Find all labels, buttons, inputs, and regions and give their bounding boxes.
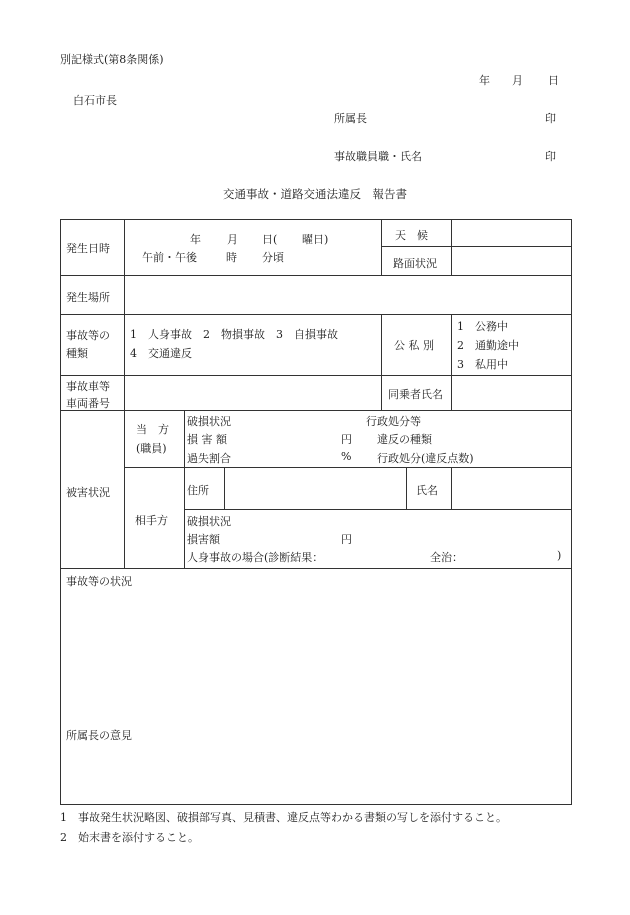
dept-head-label: 所属長 bbox=[334, 112, 367, 125]
weather-label: 天 候 bbox=[395, 229, 428, 242]
situation-label: 事故等の状況 bbox=[66, 575, 132, 588]
col-divider bbox=[381, 314, 382, 375]
col-divider bbox=[381, 220, 382, 275]
passenger-field[interactable] bbox=[457, 380, 567, 406]
own-party-label: 当 方 bbox=[136, 423, 169, 436]
col-divider bbox=[124, 275, 125, 314]
passenger-label: 同乗者氏名 bbox=[388, 388, 443, 401]
employee-label: 事故職員職・氏名 bbox=[334, 150, 422, 163]
col-divider bbox=[184, 410, 185, 568]
road-surface-label: 路面状況 bbox=[393, 257, 437, 270]
seal-mark: 印 bbox=[545, 112, 556, 125]
place-field[interactable] bbox=[129, 280, 567, 310]
violation-type-label: 違反の種類 bbox=[377, 433, 432, 446]
col-divider bbox=[451, 467, 452, 509]
col-divider bbox=[124, 375, 125, 410]
own-party-sub-label: (職員) bbox=[136, 442, 167, 455]
minute-unit: 分頃 bbox=[262, 251, 284, 264]
row-divider bbox=[61, 568, 572, 569]
occurrence-label: 発生日時 bbox=[66, 242, 110, 255]
injury-diagnosis-label: 人身事故の場合(診断結果： bbox=[187, 551, 324, 564]
date-day-unit: 日( bbox=[262, 233, 278, 246]
form-reference: 別記様式(第8条関係) bbox=[60, 53, 164, 66]
address-divider bbox=[184, 509, 572, 510]
day-of-week-unit: 曜日) bbox=[302, 233, 329, 246]
col-divider bbox=[451, 220, 452, 275]
col-divider bbox=[406, 467, 407, 509]
weather-field[interactable] bbox=[457, 224, 567, 242]
row-divider bbox=[61, 375, 572, 376]
dept-head-opinion-field[interactable] bbox=[66, 746, 566, 801]
date-year-label: 年 bbox=[479, 74, 490, 87]
purpose-option-private: 3 私用中 bbox=[457, 358, 508, 371]
other-name-field[interactable] bbox=[457, 472, 567, 504]
col-divider bbox=[124, 220, 125, 275]
other-damage-amount-label: 損害額 bbox=[187, 533, 220, 546]
recovery-period-label: 全治： bbox=[430, 551, 463, 564]
own-damage-state-label: 破損状況 bbox=[187, 415, 231, 428]
closing-paren: ) bbox=[557, 549, 562, 562]
vehicle-number-field[interactable] bbox=[129, 380, 377, 406]
col-divider bbox=[451, 375, 452, 410]
admin-points-label: 行政処分(違反点数) bbox=[377, 452, 474, 465]
note-item: 2 始末書を添付すること。 bbox=[60, 831, 199, 844]
admin-action-label: 行政処分等 bbox=[366, 415, 421, 428]
purpose-option-official: 1 公務中 bbox=[457, 320, 508, 333]
public-private-label: 公 私 別 bbox=[394, 339, 434, 352]
percent-unit: % bbox=[341, 450, 352, 463]
other-name-label: 氏名 bbox=[416, 484, 438, 497]
own-yen-unit: 円 bbox=[341, 433, 352, 446]
col-divider bbox=[224, 467, 225, 509]
type-options-line1: 1 人身事故 2 物損事故 3 自損事故 bbox=[130, 328, 338, 341]
col-divider bbox=[124, 314, 125, 375]
date-month-unit: 月 bbox=[227, 233, 238, 246]
seal-mark: 印 bbox=[545, 150, 556, 163]
row-divider bbox=[61, 410, 572, 411]
col-divider bbox=[124, 410, 125, 568]
type-label: 事故等の 種類 bbox=[66, 329, 110, 360]
report-title: 交通事故・道路交通法違反 報告書 bbox=[223, 187, 407, 201]
damage-divider bbox=[124, 467, 572, 468]
damage-label: 被害状況 bbox=[66, 486, 110, 499]
hour-unit: 時 bbox=[226, 251, 237, 264]
situation-field[interactable] bbox=[66, 592, 566, 717]
col-divider bbox=[381, 375, 382, 410]
own-damage-amount-label: 損 害 額 bbox=[187, 433, 227, 446]
col-divider bbox=[451, 314, 452, 375]
purpose-option-commute: 2 通勤途中 bbox=[457, 339, 519, 352]
address-label: 住所 bbox=[187, 484, 209, 497]
other-damage-state-label: 破損状況 bbox=[187, 515, 231, 528]
road-surface-field[interactable] bbox=[457, 251, 567, 271]
note-item: 1 事故発生状況略図、破損部写真、見積書、違反点等わかる書類の写しを添付すること。 bbox=[60, 811, 507, 824]
am-pm-choice: 午前・午後 bbox=[142, 251, 197, 264]
row-divider bbox=[61, 275, 572, 276]
address-field[interactable] bbox=[229, 472, 401, 504]
addressee: 白石市長 bbox=[73, 94, 117, 107]
fault-ratio-label: 過失割合 bbox=[187, 452, 231, 465]
weather-road-divider bbox=[381, 246, 572, 247]
report-form bbox=[60, 219, 572, 805]
type-options-line2: 4 交通違反 bbox=[130, 347, 192, 360]
place-label: 発生場所 bbox=[66, 291, 110, 304]
vehicle-number-label: 事故車等 車両番号 bbox=[66, 380, 110, 410]
date-month-label: 月 bbox=[512, 74, 523, 87]
other-party-label: 相手方 bbox=[135, 514, 168, 527]
date-day-label: 日 bbox=[548, 74, 559, 87]
row-divider bbox=[61, 314, 572, 315]
date-year-unit: 年 bbox=[190, 233, 201, 246]
dept-head-opinion-label: 所属長の意見 bbox=[66, 729, 132, 742]
other-yen-unit: 円 bbox=[341, 533, 352, 546]
